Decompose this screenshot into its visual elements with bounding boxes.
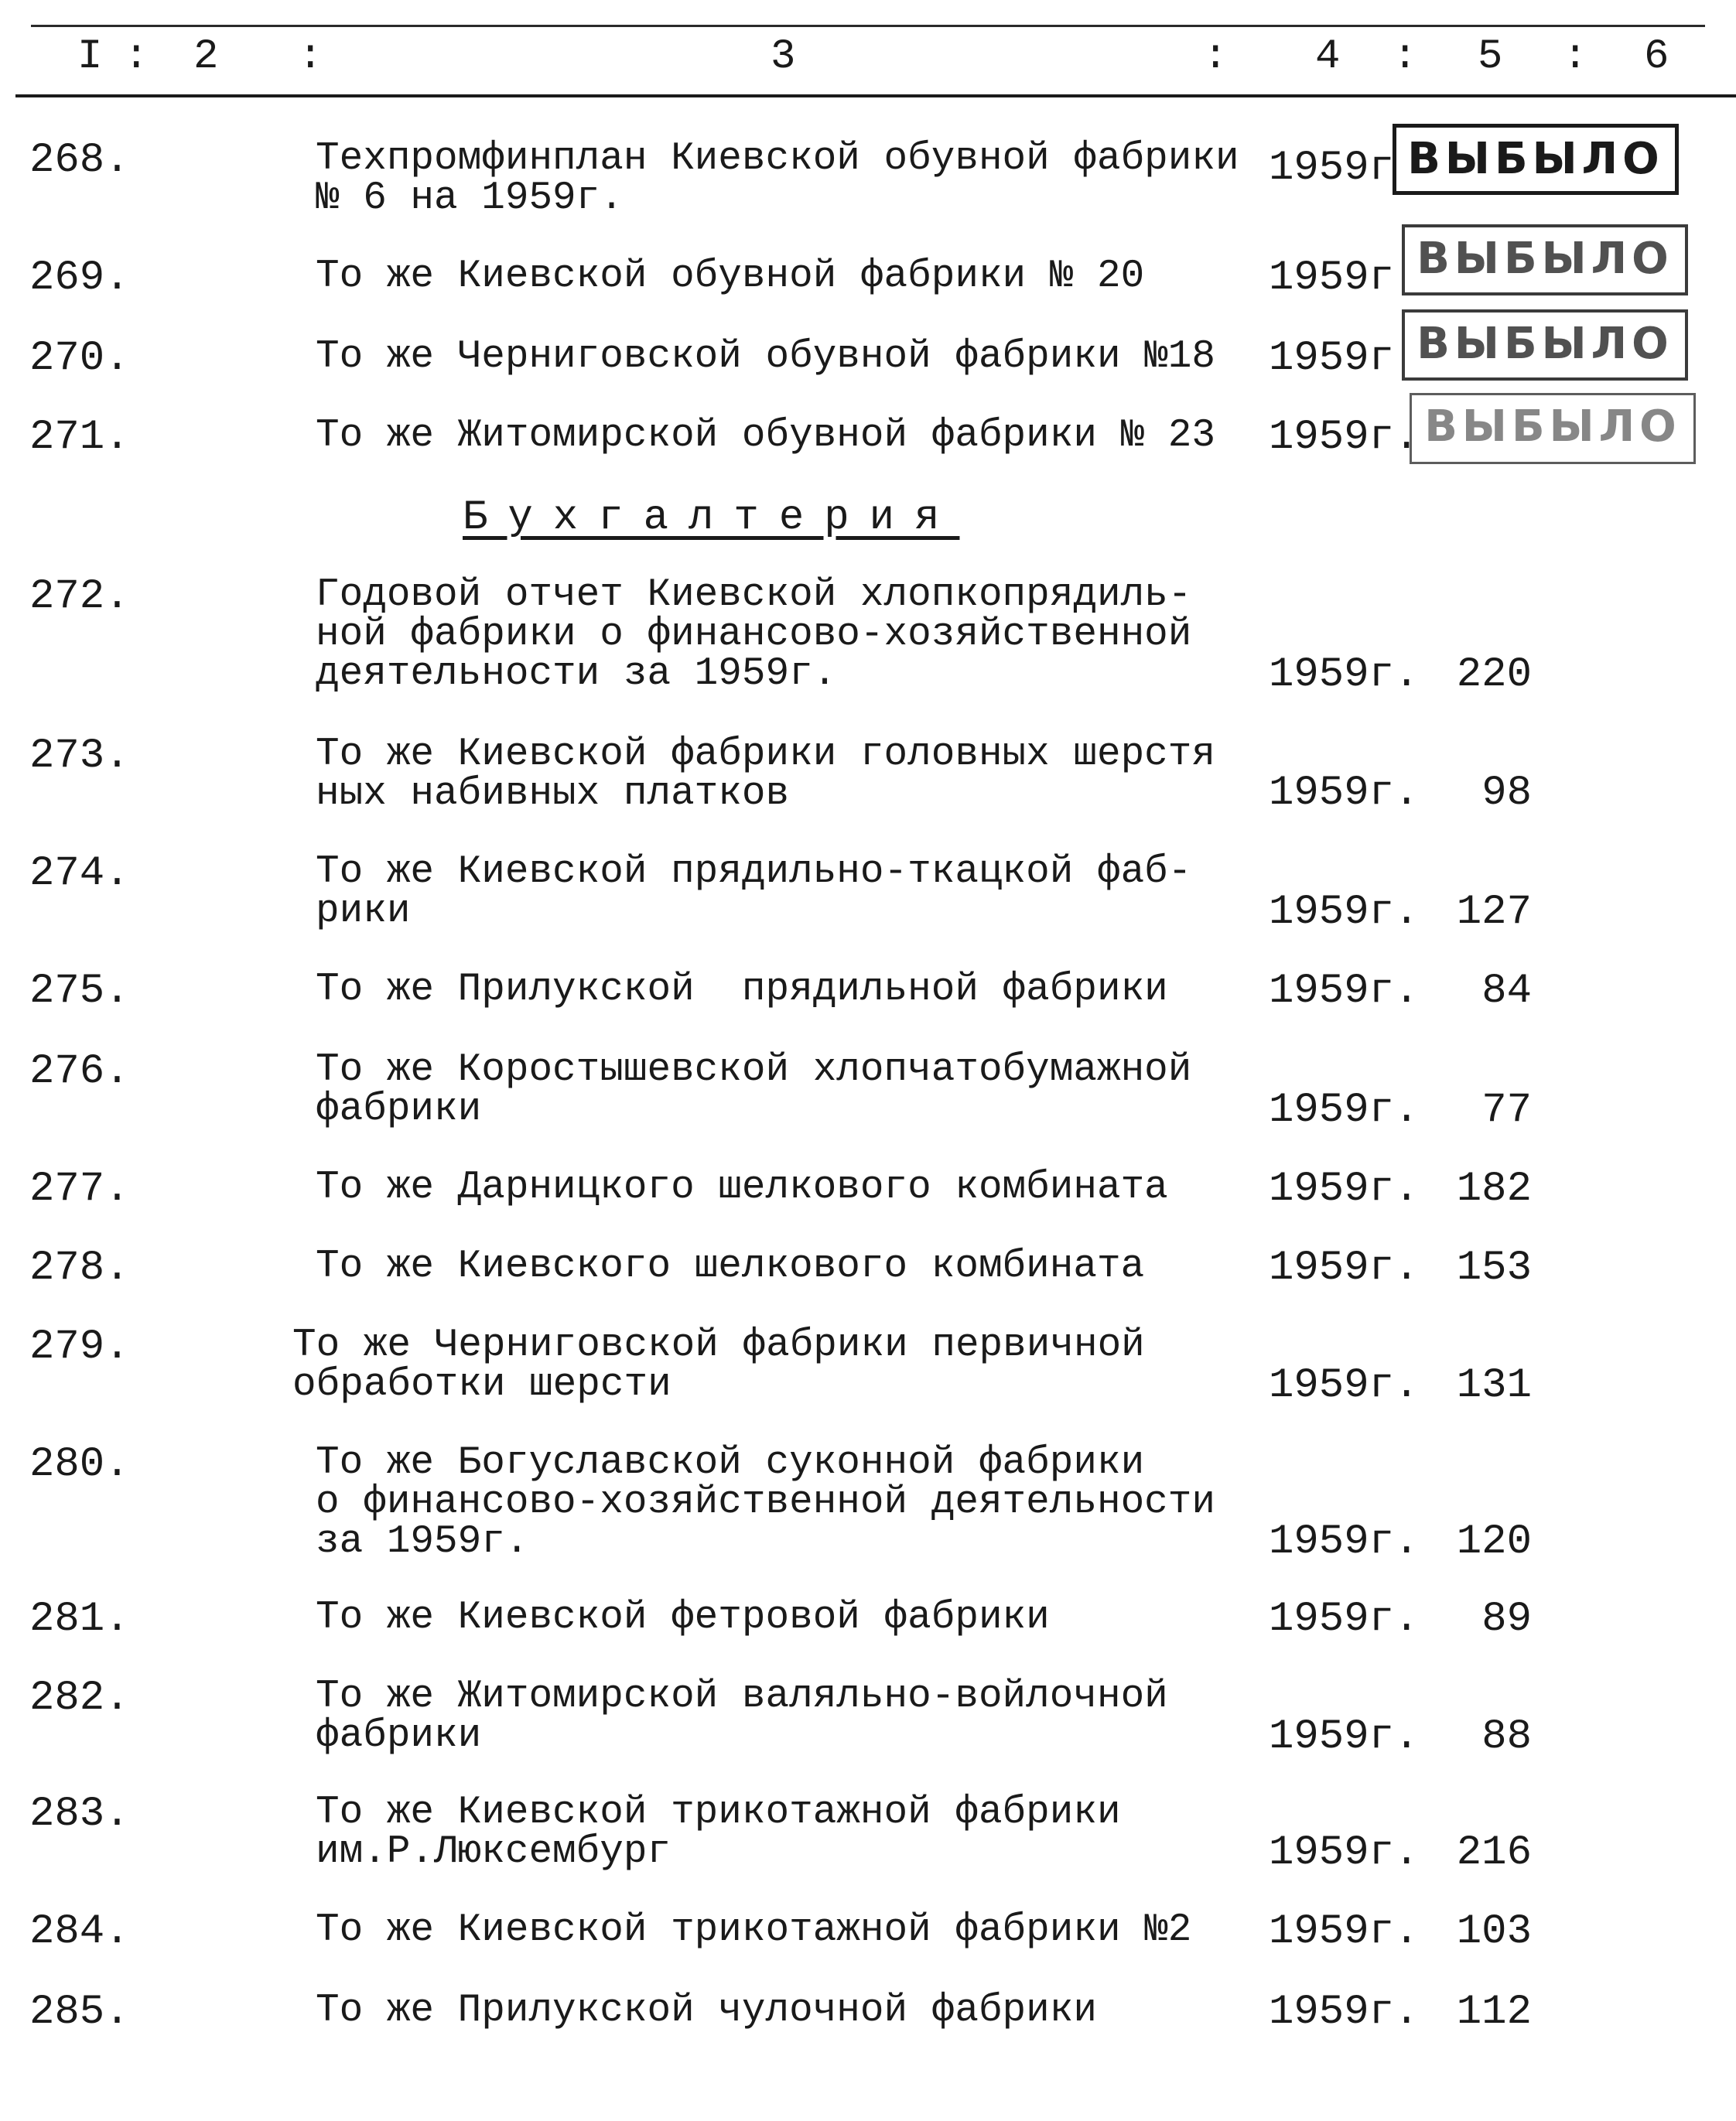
row-description: То же Киевской прядильно-ткацкой фаб- рики bbox=[316, 850, 1192, 934]
row-description: То же Киевской обувной фабрики № 20 bbox=[316, 254, 1145, 299]
row-description: То же Житомирской обувной фабрики № 23 bbox=[316, 414, 1215, 458]
row-count: 112 bbox=[1456, 1989, 1532, 2036]
row-count: 182 bbox=[1456, 1166, 1532, 1213]
row-year: 1959г. bbox=[1269, 651, 1420, 698]
row-year: 1959г bbox=[1269, 145, 1395, 192]
row-description: То же Житомирской валяльно-войлочной фабрики bbox=[316, 1675, 1168, 1758]
withdrawn-stamp: ВЫБЫЛО bbox=[1410, 393, 1696, 464]
header-rule bbox=[15, 94, 1736, 97]
row-year: 1959г. bbox=[1269, 1166, 1420, 1213]
row-count: 103 bbox=[1456, 1908, 1532, 1955]
row-year: 1959г. bbox=[1269, 968, 1420, 1015]
row-count: 220 bbox=[1456, 651, 1532, 698]
row-count: 153 bbox=[1456, 1245, 1532, 1292]
header-col-3: 3 bbox=[771, 33, 796, 80]
row-count: 89 bbox=[1481, 1596, 1532, 1643]
header-sep: : bbox=[1393, 33, 1418, 80]
row-number: 274. bbox=[29, 850, 130, 897]
header-col-4: 4 bbox=[1315, 33, 1341, 80]
row-year: 1959г. bbox=[1269, 1596, 1420, 1643]
row-year: 1959г. bbox=[1269, 1362, 1420, 1409]
row-count: 131 bbox=[1456, 1362, 1532, 1409]
row-description: Техпромфинплан Киевской обувной фабрики № 6 на 1959г. bbox=[316, 137, 1239, 220]
row-description: То же Черниговской обувной фабрики №18 bbox=[316, 335, 1215, 379]
header-col-2: 2 bbox=[193, 33, 219, 80]
header-sep: : bbox=[1563, 33, 1588, 80]
row-description: То же Черниговской фабрики первичной обработки шерсти bbox=[292, 1323, 1145, 1407]
row-number: 276. bbox=[29, 1048, 130, 1095]
row-number: 285. bbox=[29, 1989, 130, 2036]
row-number: 268. bbox=[29, 137, 130, 184]
row-number: 270. bbox=[29, 335, 130, 382]
row-number: 275. bbox=[29, 968, 130, 1015]
row-number: 273. bbox=[29, 733, 130, 780]
header-sep: : bbox=[298, 33, 323, 80]
row-count: 84 bbox=[1481, 968, 1532, 1015]
header-sep: : bbox=[1203, 33, 1229, 80]
row-description: То же Киевской трикотажной фабрики им.Р.Люксембург bbox=[316, 1791, 1121, 1874]
top-rule bbox=[31, 25, 1705, 27]
row-description: То же Прилукской чулочной фабрики bbox=[316, 1989, 1097, 2033]
row-count: 77 bbox=[1481, 1087, 1532, 1134]
row-year: 1959г. bbox=[1269, 1713, 1420, 1761]
row-number: 283. bbox=[29, 1791, 130, 1838]
row-description: То же Киевской фетровой фабрики bbox=[316, 1596, 1050, 1640]
withdrawn-stamp: ВЫБЫЛО bbox=[1402, 309, 1688, 381]
row-description: То же Дарницкого шелкового комбината bbox=[316, 1166, 1168, 1210]
withdrawn-stamp: ВЫБЫЛО bbox=[1402, 224, 1688, 295]
row-count: 88 bbox=[1481, 1713, 1532, 1761]
row-count: 127 bbox=[1456, 889, 1532, 936]
row-description: То же Прилукской прядильной фабрики bbox=[316, 968, 1168, 1012]
row-year: 1959г. bbox=[1269, 1829, 1420, 1877]
row-year: 1959г. bbox=[1269, 1989, 1420, 2036]
header-col-1: I bbox=[77, 33, 103, 80]
row-description: То же Коростышевской хлопчатобумажной фабрики bbox=[316, 1048, 1192, 1132]
row-count: 98 bbox=[1481, 770, 1532, 817]
row-number: 271. bbox=[29, 414, 130, 461]
row-year: 1959г. bbox=[1269, 1087, 1420, 1134]
row-number: 272. bbox=[29, 573, 130, 620]
row-year: 1959г bbox=[1269, 254, 1395, 302]
row-number: 279. bbox=[29, 1323, 130, 1371]
row-number: 280. bbox=[29, 1441, 130, 1488]
row-year: 1959г bbox=[1269, 335, 1395, 382]
section-title: Бухгалтерия bbox=[463, 494, 960, 541]
row-number: 284. bbox=[29, 1908, 130, 1955]
header-col-6: 6 bbox=[1644, 33, 1669, 80]
row-number: 282. bbox=[29, 1675, 130, 1722]
row-year: 1959г. bbox=[1269, 414, 1420, 461]
row-year: 1959г. bbox=[1269, 889, 1420, 936]
row-description: Годовой отчет Киевской хлопкопрядиль- ной фабрики о финансово-хозяйственной деятельности за 1959г. bbox=[316, 573, 1192, 696]
header-col-5: 5 bbox=[1478, 33, 1503, 80]
row-year: 1959г. bbox=[1269, 770, 1420, 817]
row-number: 277. bbox=[29, 1166, 130, 1213]
row-count: 216 bbox=[1456, 1829, 1532, 1877]
withdrawn-stamp: ВЫБЫЛО bbox=[1393, 124, 1679, 195]
row-description: То же Киевского шелкового комбината bbox=[316, 1245, 1145, 1289]
row-number: 281. bbox=[29, 1596, 130, 1643]
row-year: 1959г. bbox=[1269, 1908, 1420, 1955]
row-number: 278. bbox=[29, 1245, 130, 1292]
row-year: 1959г. bbox=[1269, 1518, 1420, 1566]
row-year: 1959г. bbox=[1269, 1245, 1420, 1292]
row-count: 120 bbox=[1456, 1518, 1532, 1566]
row-description: То же Богуславской суконной фабрики о финансово-хозяйственной деятельности за 1959г. bbox=[316, 1441, 1215, 1564]
header-sep: : bbox=[124, 33, 149, 80]
row-description: То же Киевской фабрики головных шерстя ных набивных платков bbox=[316, 733, 1215, 816]
row-number: 269. bbox=[29, 254, 130, 302]
row-description: То же Киевской трикотажной фабрики №2 bbox=[316, 1908, 1192, 1952]
